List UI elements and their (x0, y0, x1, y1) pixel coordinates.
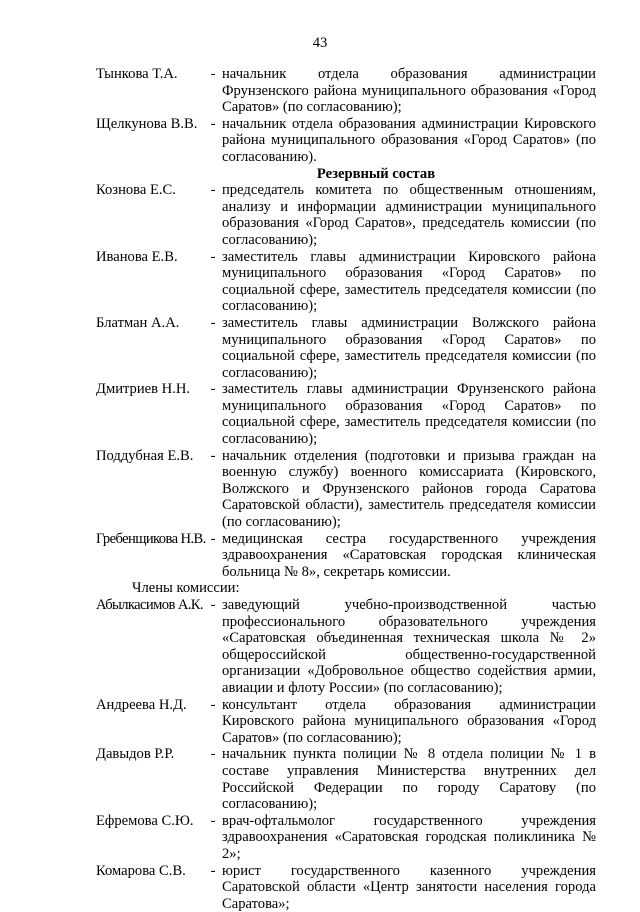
list-item (96, 746, 596, 812)
member-position: заведующий учебно-производственной частью профессионального образовательного учреждения «Саратовская объединенная техническая школа № 2» общероссийской общественно-государственной организации «Добровольное общество содействия армии, авиации и флоту России» (по согласованию); (222, 597, 596, 697)
dash: - (204, 448, 222, 465)
dash: - (204, 746, 222, 763)
member-position: начальник пункта полиции № 8 отдела полиции № 1 в составе управления Министерства внутренних дел Российской Федерации по городу Саратову (по согласованию); (222, 746, 596, 812)
member-position: начальник отдела образования администрации Кировского района муниципального образования «Город Саратов» (по согласованию). (222, 116, 596, 166)
dash: - (204, 182, 222, 199)
reserve-section-title: Резервный состав (96, 166, 596, 183)
member-position: медицинская сестра государственного учреждения здравоохранения «Саратовская городская клиническая больница № 8», секретарь комиссии. (222, 531, 596, 581)
page-number: 43 (0, 35, 640, 52)
list-item (96, 249, 596, 315)
member-position: консультант отдела образования администрации Кировского района муниципального образования «Город Саратов» (по согласованию); (222, 697, 596, 747)
list-item (96, 597, 596, 697)
members-subheading: Члены комиссии: (96, 580, 596, 597)
member-name: Кознова Е.С. (96, 182, 204, 199)
member-name: Ефремова С.Ю. (96, 813, 204, 830)
list-item (96, 813, 596, 863)
list-item (96, 531, 596, 581)
list-item (96, 448, 596, 531)
dash: - (204, 315, 222, 332)
member-name: Дмитриев Н.Н. (96, 381, 204, 398)
list-item (96, 116, 596, 166)
dash: - (204, 597, 222, 614)
member-name: Давыдов Р.Р. (96, 746, 204, 763)
member-name: Андреева Н.Д. (96, 697, 204, 714)
member-name: Щелкунова В.В. (96, 116, 204, 133)
list-item (96, 182, 596, 248)
list-item (96, 697, 596, 747)
member-position: начальник отделения (подготовки и призыва граждан на военную службу) военного комиссариата (Кировского, Волжского и Фрунзенского районов города Саратова Саратовской области), заместитель председателя комиссии (по согласованию); (222, 448, 596, 531)
member-position: юрист государственного казенного учреждения Саратовской области «Центр занятости населения города Саратова»; (222, 863, 596, 912)
member-position: врач-офтальмолог государственного учреждения здравоохранения «Саратовская городская поликлиника № 2»; (222, 813, 596, 863)
member-name: Блатман А.А. (96, 315, 204, 332)
member-name: Тынкова Т.А. (96, 66, 204, 83)
list-item (96, 66, 596, 116)
member-name: Гребенщикова Н.В. (96, 531, 204, 548)
dash: - (204, 66, 222, 83)
dash: - (204, 381, 222, 398)
dash: - (204, 863, 222, 880)
list-item (96, 315, 596, 381)
dash: - (204, 531, 222, 548)
member-position: заместитель главы администрации Фрунзенского района муниципального образования «Город Саратов» по социальной сфере, заместитель председателя комиссии (по согласованию); (222, 381, 596, 447)
dash: - (204, 249, 222, 266)
member-name: Поддубная Е.В. (96, 448, 204, 465)
member-position: заместитель главы администрации Кировского района муниципального образования «Город Саратов» по социальной сфере, заместитель председателя комиссии (по согласованию); (222, 249, 596, 315)
member-name: Абылкасимов А.К. (96, 597, 204, 614)
commission-list (96, 66, 596, 912)
dash: - (204, 697, 222, 714)
member-position: начальник отдела образования администрации Фрунзенского района муниципального образования «Город Саратов» (по согласованию); (222, 66, 596, 116)
member-position: заместитель главы администрации Волжского района муниципального образования «Город Саратов» по социальной сфере, заместитель председателя комиссии (по согласованию); (222, 315, 596, 381)
list-item (96, 381, 596, 447)
member-position: председатель комитета по общественным отношениям, анализу и информации администрации муниципального образования «Город Саратов», председатель комиссии (по согласованию); (222, 182, 596, 248)
dash: - (204, 813, 222, 830)
dash: - (204, 116, 222, 133)
member-name: Иванова Е.В. (96, 249, 204, 266)
member-name: Комарова С.В. (96, 863, 204, 880)
